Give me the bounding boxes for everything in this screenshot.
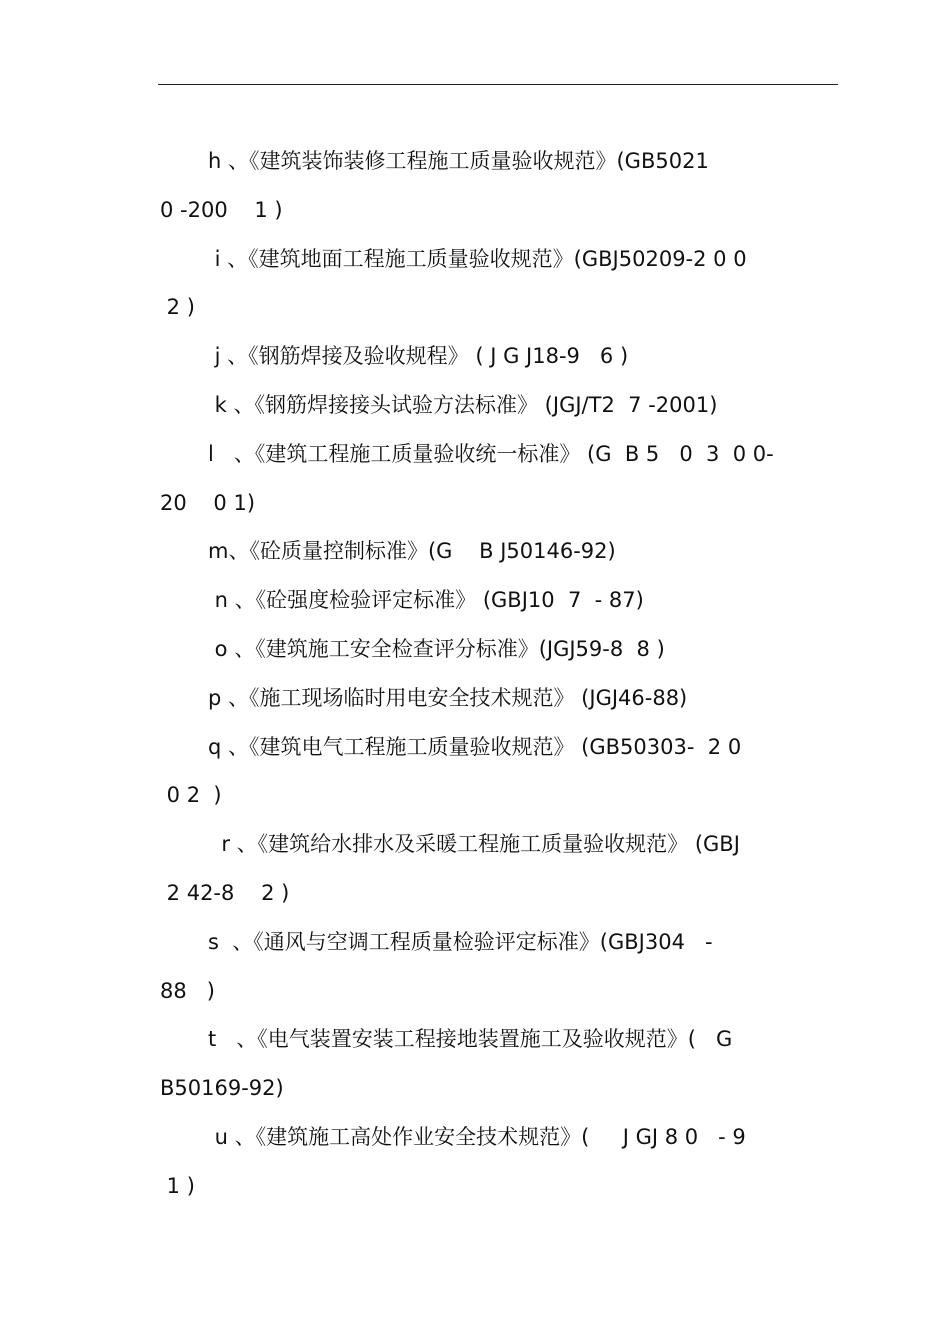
text-line: 0 2 ) <box>160 783 222 808</box>
text-line: 1 ) <box>160 1173 195 1198</box>
standards-list <box>160 137 836 1211</box>
text-line: j 、《钢筋焊接及验收规程》 ( J G J18-9 6 ) <box>208 344 629 369</box>
text-line: q 、《建筑电气工程施工质量验收规范》 (GB50303- 2 0 <box>208 734 742 759</box>
text-line: n 、《砼强度检验评定标准》 (GBJ10 7 - 87) <box>208 588 644 613</box>
text-line: k 、《钢筋焊接接头试验方法标准》 (JGJ/T2 7 -2001) <box>208 392 718 417</box>
text-line: 88 ) <box>160 978 215 1003</box>
text-line: r 、《建筑给水排水及采暖工程施工质量验收规范》 (GBJ <box>208 832 740 857</box>
text-line: B50169-92) <box>160 1076 284 1101</box>
text-line: m、《砼质量控制标准》(G B J50146-92) <box>208 539 616 564</box>
text-line: 0 -200 1 ) <box>160 197 283 222</box>
text-line: s 、《通风与空调工程质量检验评定标准》(GBJ304 - <box>208 929 713 954</box>
text-line: i 、《建筑地面工程施工质量验收规范》(GBJ50209-2 0 0 <box>208 246 747 271</box>
text-line: h 、《建筑装饰装修工程施工质量验收规范》(GB5021 <box>208 149 709 173</box>
text-line: t 、《电气装置安装工程接地装置施工及验收规范》( G <box>208 1027 733 1052</box>
text-line: 2 42-8 2 ) <box>160 880 290 905</box>
header-rule <box>158 84 838 85</box>
text-line: u 、《建筑施工高处作业安全技术规范》( J GJ 8 0 - 9 <box>208 1124 746 1149</box>
text-line: o 、《建筑施工安全检查评分标准》(JGJ59-8 8 ) <box>208 636 665 661</box>
text-line: 2 ) <box>160 295 195 320</box>
text-line: l 、《建筑工程施工质量验收统一标准》 (G B 5 0 3 0 0- <box>208 441 774 466</box>
text-line: p 、《施工现场临时用电安全技术规范》 (JGJ46-88) <box>208 685 688 710</box>
text-line: 20 0 1) <box>160 490 256 515</box>
